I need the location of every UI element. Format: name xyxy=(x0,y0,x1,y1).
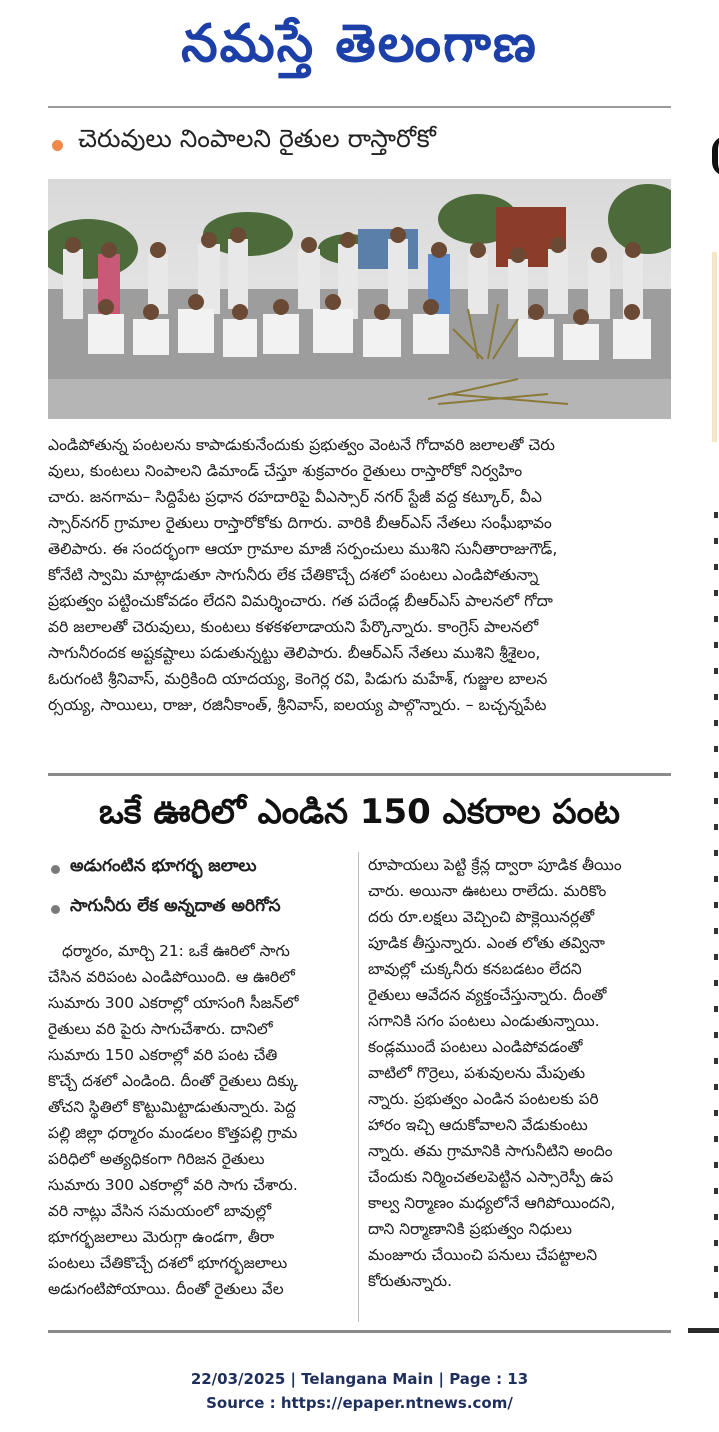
article2-line: పరిధిలో అత్యధికంగా గిరిజన రైతులు xyxy=(48,1150,265,1168)
article2-line: పూడిక తీస్తున్నారు. ఎంత లోతు తవ్వినా xyxy=(368,934,605,952)
article2-line: సుమారు 300 ఎకరాల్లో యాసంగి సీజన్‌లో xyxy=(48,994,299,1012)
article2-line: వరి నాట్లు వేసిన సమయంలో బావుల్లో xyxy=(48,1202,272,1220)
article1-line: వులు, కుంటలు నింపాలని డిమాండ్ చేస్తూ శుక్రవారం రైతులు రాస్తారోకో నిర్వహిం xyxy=(48,462,523,480)
article2-line: కండ్లముందే పంటలు ఎండిపోవడంతో xyxy=(368,1038,583,1056)
article-divider xyxy=(48,773,671,776)
newspaper-masthead: నమస్తే తెలంగాణ xyxy=(181,14,538,74)
article2-line: భూగర్భజలాలు మెరుగ్గా ఉండగా, తీరా xyxy=(48,1228,275,1246)
bottom-divider xyxy=(48,1330,671,1333)
article2-line: ధర్మారం, మార్చి 21: ఒకే ఊరిలో సాగు xyxy=(62,942,290,960)
adjacent-article-edge xyxy=(712,136,719,176)
subhead-bullet-icon xyxy=(51,905,60,914)
article1-line: సాగునీరందక అష్టకష్టాలు పడుతున్నట్టు తెలిపారు. బీఆర్‌ఎస్ నేతలు ముశిని శ్రీశైలం, xyxy=(48,644,541,662)
article1-line: ర్సయ్య, సాయిలు, రాజు, రజినీకాంత్, శ్రీనివాస్, ఐలయ్య పాల్గొన్నారు. – బచ్చన్నపేట xyxy=(48,696,547,714)
article2-line: రైతులు ఆవేదన వ్యక్తంచేస్తున్నారు. దీంతో xyxy=(368,986,607,1004)
article2-subhead: అడుగంటిన భూగర్భ జలాలు xyxy=(70,856,257,876)
article1-line: ఎండిపోతున్న పంటలను కాపాడుకునేందుకు ప్రభుత్వం వెంటనే గోదావరి జలాలతో చెరు xyxy=(48,436,555,454)
article2-line: దాని నిర్మాణానికి ప్రభుత్వం నిధులు xyxy=(368,1220,572,1238)
article2-line: పల్లి జిల్లా ధర్మారం మండలం కొత్తపల్లి గ్రామ xyxy=(48,1124,298,1142)
article2-line: చారు. అయినా ఊటలు రాలేదు. మరికొం xyxy=(368,882,607,900)
article1-line: కోనేటి స్వామి మాట్లాడుతూ సాగునీరు లేక చేతికొచ్చే దశలో పంటలు ఎండిపోతున్నా xyxy=(48,566,539,584)
article1-line: వరి జలాలతో చెరువులు, కుంటలు కళకళలాడాయని పేర్కొన్నారు. కాంగ్రెస్ పాలనలో xyxy=(48,618,539,636)
article2-line: కోరుతున్నారు. xyxy=(368,1272,452,1290)
article2-line: దరు రూ.లక్షలు వెచ్చించి పొక్లెయినర్లతో xyxy=(368,908,595,926)
column-divider xyxy=(358,852,359,1322)
article1-headline: చెరువులు నింపాలని రైతుల రాస్తారోకో xyxy=(78,124,436,153)
article2-line: రైతులు వరి పైరు సాగుచేశారు. దానిలో xyxy=(48,1020,273,1038)
article2-line: పంటలు చేతికొచ్చే దశలో భూగర్భజలాలు xyxy=(48,1254,288,1272)
article2-headline: ఒకే ఊరిలో ఎండిన 150 ఎకరాల పంట xyxy=(98,792,621,832)
article2-line: బావుల్లో చుక్కనీరు కనబడటం లేదని xyxy=(368,960,582,978)
article1-body xyxy=(48,432,671,718)
article2-line: హారం ఇచ్చి ఆదుకోవాలని వేడుకుంటు xyxy=(368,1116,588,1134)
article1-line: తెలిపారు. ఈ సందర్భంగా ఆయా గ్రామాల మాజీ సర్పంచులు ముశిని సునీతారాజుగౌడ్, xyxy=(48,540,558,558)
article1-line: స్సార్‌నగర్ గ్రామాల రైతులు రాస్తారోకోకు దిగారు. వారికి బీఆర్‌ఎస్ నేతలు సంఘీభావం xyxy=(48,514,552,532)
article2-line: సగానికి సగం పంటలు ఎండుతున్నాయి. xyxy=(368,1012,600,1030)
article2-line: న్నారు. ప్రభుత్వం ఎండిన పంటలకు పరి xyxy=(368,1090,599,1108)
article2-line: తోచని స్థితిలో కొట్టుమిట్టాడుతున్నారు. పెద్ద xyxy=(48,1098,296,1116)
article2-line: రూపాయలు పెట్టి క్రేన్ల ద్వారా పూడిక తీయిం xyxy=(368,856,622,874)
article1-line: ఓరుగంటి శ్రీనివాస్, మర్రికింది యాదయ్య, కెంగెర్ల రవి, పిడుగు మహేశ్, గుజ్జుల బాలన xyxy=(48,670,548,688)
article2-line: సుమారు 150 ఎకరాల్లో వరి పంట చేతి xyxy=(48,1046,278,1064)
article2-line: కొచ్చే దశలో ఎండింది. దీంతో రైతులు దిక్కు xyxy=(48,1072,298,1090)
article2-line: మంజూరు చేయించి పనులు చేపట్టాలని xyxy=(368,1246,598,1264)
headline-bullet-icon xyxy=(52,140,63,151)
article1-line: ప్రభుత్వం పట్టించుకోవడం లేదని విమర్శించారు. గత పదేండ్ల బీఆర్‌ఎస్ పాలనలో గోదా xyxy=(48,592,553,610)
article2-line: అడుగంటిపోయాయి. దీంతో రైతులు వేల xyxy=(48,1280,284,1298)
article2-line: చేసిన వరిపంట ఎండిపోయింది. ఆ ఊరిలో xyxy=(48,968,295,986)
protest-photo xyxy=(48,179,671,419)
subhead-bullet-icon xyxy=(51,865,60,874)
edition-info: 22/03/2025 | Telangana Main | Page : 13 xyxy=(190,1370,529,1388)
article2-line: న్నారు. తమ గ్రామానికి సాగునీటిని అందిం xyxy=(368,1142,613,1160)
article2-line: వాటిలో గొర్రెలు, పశువులను మేపుతు xyxy=(368,1064,586,1082)
article2-line: చేందుకు నిర్మించతలపెట్టిన ఎస్సారెస్పీ ఉప xyxy=(368,1168,614,1186)
article2-subhead: సాగునీరు లేక అన్నదాత అరిగోస xyxy=(70,896,281,916)
article2-line: కాల్వ నిర్మాణం మధ్యలోనే ఆగిపోయిందని, xyxy=(368,1194,616,1212)
adjacent-column-edge-icon xyxy=(706,232,719,1432)
article2-line: సుమారు 300 ఎకరాల్లో వరి సాగు చేశారు. xyxy=(48,1176,298,1194)
protest-photo-icon xyxy=(48,179,671,419)
source-link[interactable]: Source : https://epaper.ntnews.com/ xyxy=(206,1394,513,1412)
top-divider xyxy=(48,106,671,108)
article1-line: చారు. జనగామ– సిద్దిపేట ప్రధాన రహదారిపై వీఎస్సార్ నగర్ స్టేజీ వద్ద కట్కూర్, వీఎ xyxy=(48,488,542,506)
article2-right-column xyxy=(368,852,671,1294)
adjacent-rule-edge xyxy=(688,1328,719,1333)
article2-left-column xyxy=(48,938,350,1302)
